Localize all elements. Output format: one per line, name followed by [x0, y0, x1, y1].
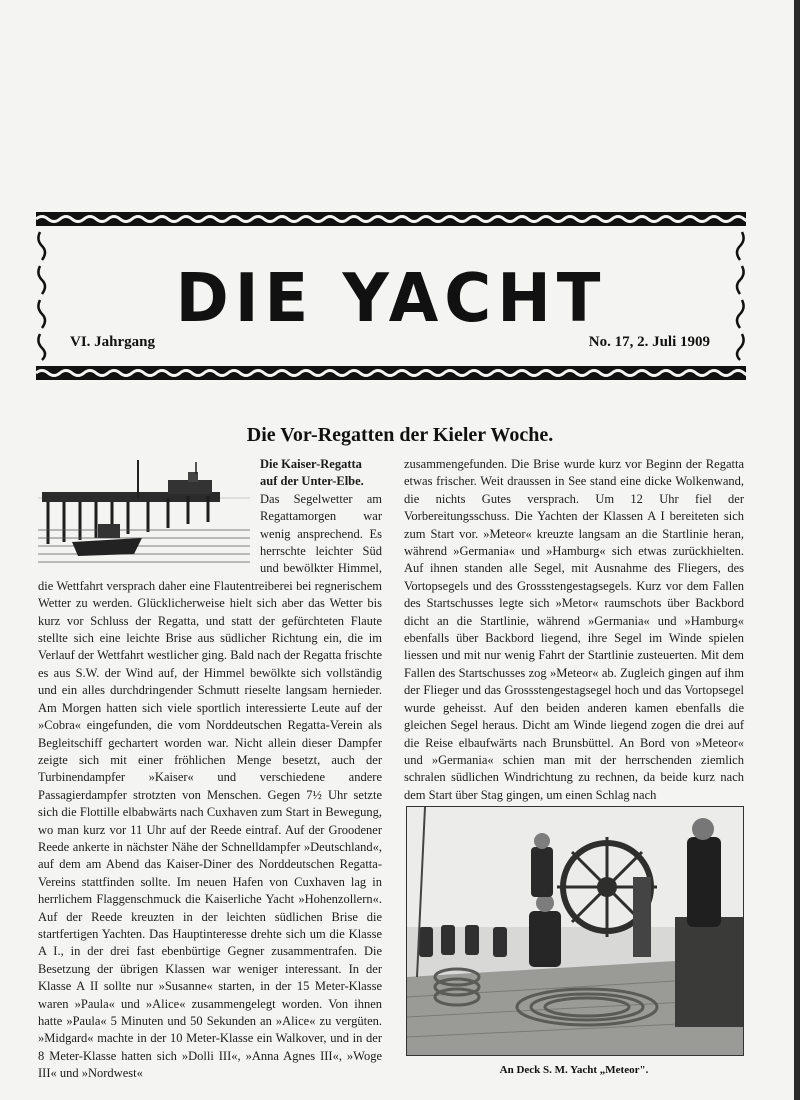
- article-title: Die Vor-Regatten der Kieler Woche.: [246, 424, 554, 446]
- page-edge: [794, 0, 800, 1100]
- harbor-pier-illustration: [38, 458, 250, 566]
- left-column-text: Das Segelwetter am Regattamorgen war wenig ansprechend. Es herrschte leichter Süd und bewölkter Himmel, die Wettfahrt versprach daher eine Flautentreiberei bei regnerischem Wetter zu werden. Glücklicherweise hielt sich aber das Wetter bis kurz vor Schluss der Regatta, und statt der gefürchteten Flaute stellte sich eine leichte Brise aus südlicher Richtung ein, die im Verlauf der Wettfahrt westlicher ging. Bald nach der Regatta frischte es aus S.W. der Wind auf, der Himmel bewölkte sich vollständig und ein alles durchdringender Schmutt rieselte langsam hernieder. Am Morgen hatten sich viele sportlich interessierte Leute auf der »Cobra« eingefunden, die vom Norddeutschen Regatta-Verein als Begleitschiff gechartert worden war. Nicht allein dieser Dampfer zeigte sich mit einer fröhlichen Menge besetzt, auch der Turbinendampfer »Kaiser« und verschiedene andere Passagierdampfer strotzten von Menschen. Gegen 7½ Uhr setzte sich die Flottille elbabwärts nach Cuxhaven zum Start in Bewegung, wo man kurz vor 11 Uhr auf der Reede eintraf. Auf der Groodener Reede ankerte in nächster Nähe der Schnelldampfer »Deutschland«, auf dem am Abend das Kaiser-Diner des Norddeutschen Regatta-Vereins stattfinden sollte. Im neuen Hafen von Cuxhaven lag in herrlichem Flaggenschmuck die Kaiserliche Yacht »Hohenzollern«. Auf der Reede kreuzten in der leichten südlichen Brise die startfertigen Yachten. Das Hauptinteresse drehte sich um die Klasse A I., in der drei fast ebenbürtige Gegner zusammentrafen. Die Besetzung der übrigen Klassen war weniger interessant. In der Klasse A II sollte nur »Susanne« starten, in der 15 Meter-Klasse waren »Paula« und »Alice« zusammengelegt worden. Von ihnen hatte »Paula« 5 Minuten und 50 Sekunden an »Alice« zu vergüten. »Midgard« machte in der 10 Meter-Klasse ein Walkover, und in der 8 Meter-Klasse hatten sich »Dolli III«, »Anna Agnes III«, »Woge III« und »Nordwest«: [38, 491, 382, 1081]
- masthead-title: DIE YACHT: [175, 260, 607, 338]
- photo-caption: An Deck S. M. Yacht „Meteor".: [499, 1064, 649, 1076]
- deck-photo: [406, 806, 744, 1056]
- deck-photo-image: [407, 807, 743, 1055]
- right-column: [404, 456, 744, 804]
- article-subhead: Die Kaiser-Regatta auf der Unter-Elbe.: [260, 457, 364, 489]
- right-column-text: zusammengefunden. Die Brise wurde kurz vor Beginn der Regatta etwas frischer. Weit draussen in See stand eine dicke Wolkenwand, die nichts Gutes versprach. Um 12 Uhr fiel der Vorbereitungsschuss. Die Yachten der Klassen A I bereiteten sich zum Start vor. »Meteor« kreuzte langsam an die Startlinie heran, während »Germania« und »Hamburg« sich etwas zurückhielten. Auf ihnen standen alle Segel, mit Ausnahme des Fliegers, des Vortopsegels und des Grossstengestagsegels. Kurz vor dem Fallen des Startschusses legte sich »Metor« raumschots über Backbord dicht an die Startlinie, während »Germania« und »Hamburg« ebenfalls über Backbord liegend, ihre Segel im Winde spielen liessen und mit nur wenig Fahrt der Startlinie zusteuerten. Mit dem Fallen des Startschusses zog »Meteor« ab. Zugleich gingen auf ihm der Flieger und das Grossstengestagsegel hoch und das Vortopsegel wurde geheisst. Auf den beiden anderen kamen ebenfalls die gleichen Segel heraus. Dicht am Winde liegend zogen die drei auf die Reise elbaufwärts nach Brunsbüttel. An Bord von »Meteor« und »Germania« schien man mit der herrschenden ziemlich schralen südlichen Windrichtung zu rechnen, da beide kurz nach dem Start über Stag gingen, um einen Schlag nach: [404, 457, 744, 802]
- left-column: [38, 456, 382, 1083]
- masthead: [36, 210, 746, 382]
- issue-label: No. 17, 2. Juli 1909: [588, 334, 710, 350]
- volume-label: VI. Jahrgang: [70, 334, 156, 350]
